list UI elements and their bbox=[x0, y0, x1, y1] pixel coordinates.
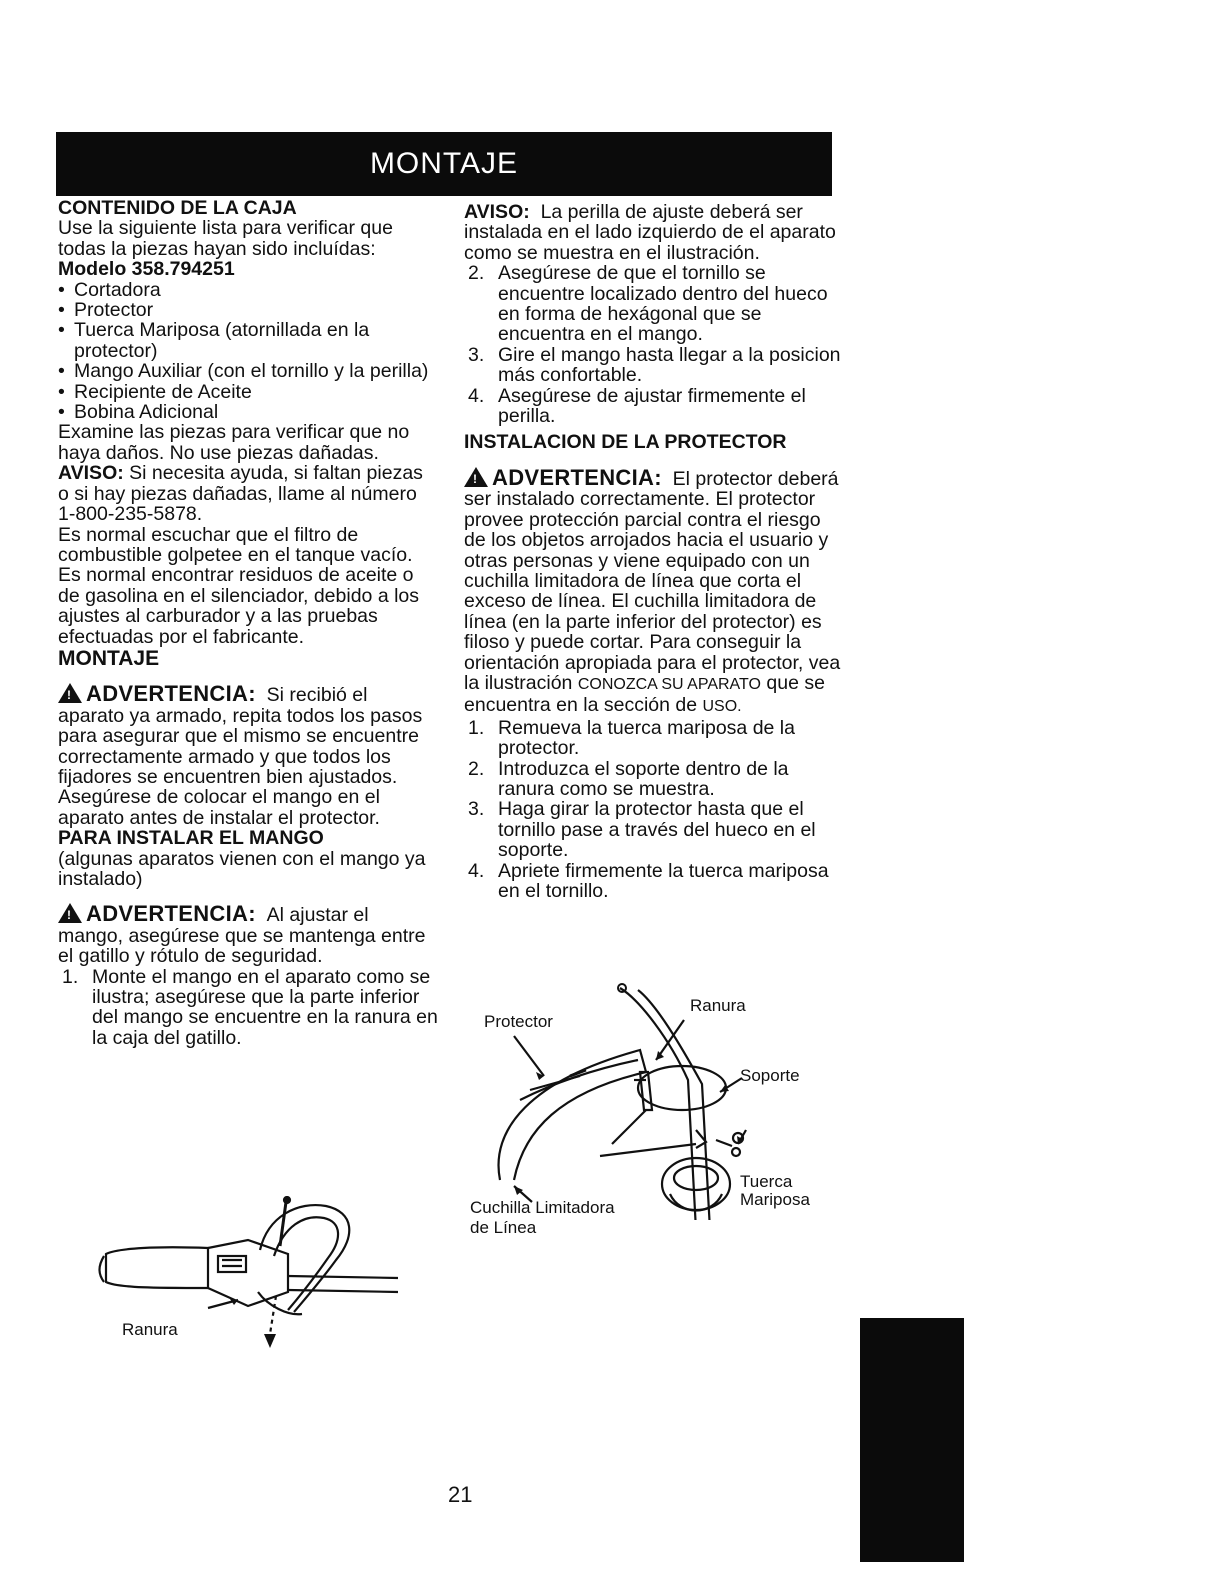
list-item: • Tuerca Mariposa (atornillada en la protector) bbox=[58, 320, 438, 361]
list-item bbox=[464, 861, 846, 902]
list-item bbox=[464, 718, 846, 759]
warning-text-end: que se encuentra en la sección de bbox=[464, 671, 825, 717]
contents-heading: CONTENIDO DE LA CAJA bbox=[58, 197, 297, 219]
section-banner: MONTAJE bbox=[56, 132, 832, 196]
step-number: 1. bbox=[62, 965, 79, 988]
list-item: • Bobina Adicional bbox=[58, 402, 438, 422]
soporte-label: Soporte bbox=[740, 1066, 800, 1085]
step-number: 3. bbox=[468, 798, 485, 821]
asegurese-paragraph: Asegúrese de colocar el mango en el aparato antes de instalar el protector. bbox=[58, 786, 380, 829]
ranura-label: Ranura bbox=[690, 996, 746, 1015]
list-item bbox=[464, 263, 846, 345]
warning-icon: ! bbox=[58, 683, 82, 703]
left-column bbox=[58, 198, 438, 1048]
step-number: 4. bbox=[468, 384, 485, 407]
step-number: 1. bbox=[468, 716, 485, 739]
ranura-label: Ranura bbox=[122, 1320, 178, 1339]
list-item bbox=[464, 386, 846, 427]
step-number: 4. bbox=[468, 859, 485, 882]
protector-steps bbox=[464, 718, 846, 902]
mango-note: (algunas aparatos vienen con el mango ya instalado) bbox=[58, 847, 426, 890]
list-item: • Recipiente de Aceite bbox=[58, 382, 438, 402]
montaje-heading: MONTAJE bbox=[58, 646, 160, 670]
step-text: Asegúrese de ajustar firmemente el perilla. bbox=[498, 384, 806, 428]
step-text: Haga girar la protector hasta que el tornillo pase a través del hueco en el soporte. bbox=[498, 798, 816, 862]
aviso-label: AVISO: bbox=[58, 462, 124, 485]
list-item: • Protector bbox=[58, 300, 438, 320]
warning-reference: CONOZCA SU APARATO bbox=[577, 675, 761, 693]
step-text: Apriete firmemente la tuerca mariposa en el tornillo. bbox=[498, 859, 829, 902]
aviso-paragraph bbox=[58, 463, 438, 524]
aviso-text: La perilla de ajuste deberá ser instalada en el lado izquierdo de el aparato como se muestra en el ilustración. bbox=[464, 201, 836, 264]
side-tab-marker bbox=[860, 1318, 964, 1562]
step-text: Introduzca el soporte dentro de la ranura como se muestra. bbox=[498, 757, 789, 800]
page-number: 21 bbox=[448, 1482, 473, 1507]
mango-heading: PARA INSTALAR EL MANGO bbox=[58, 827, 324, 850]
warning-reference-section: USO. bbox=[702, 698, 742, 716]
tuerca-label: Tuerca bbox=[740, 1172, 793, 1191]
step-text: Remueva la tuerca mariposa de la protector. bbox=[498, 716, 795, 760]
step-text: Asegúrese de que el tornillo se encuentre localizado dentro del hueco en forma de hexágonal que se encuentra en el mango. bbox=[498, 262, 828, 346]
warning-block-1 bbox=[58, 683, 438, 787]
handle-steps bbox=[464, 263, 846, 426]
list-item bbox=[58, 967, 438, 1049]
warning-block-3 bbox=[464, 464, 846, 718]
examine-paragraph: Examine las piezas para verificar que no haya daños. No use piezas dañadas. bbox=[58, 421, 410, 464]
aviso-paragraph bbox=[464, 202, 846, 263]
protector-label: Protector bbox=[484, 1012, 553, 1031]
list-item bbox=[464, 759, 846, 800]
list-item bbox=[464, 799, 846, 860]
list-item bbox=[464, 345, 846, 386]
warning-label: ADVERTENCIA: bbox=[492, 464, 662, 490]
warning-text: Al ajustar el mango, asegúrese que se mantenga entre el gatillo y rótulo de seguridad. bbox=[58, 904, 426, 968]
step-number: 2. bbox=[468, 262, 485, 285]
model-number: Modelo 358.794251 bbox=[58, 258, 235, 281]
list-item: • Cortadora bbox=[58, 280, 438, 300]
warning-icon: ! bbox=[58, 903, 82, 923]
mango-steps bbox=[58, 967, 438, 1049]
de-linea-label: de Línea bbox=[470, 1218, 537, 1237]
right-column bbox=[464, 202, 846, 901]
normal-note-2: Es normal encontrar residuos de aceite o de gasolina en el silenciador, debido a los ajustes al carburador y a las pruebas efectuadas por el fabricante. bbox=[58, 564, 420, 648]
warning-label: ADVERTENCIA: bbox=[86, 681, 256, 707]
step-number: 2. bbox=[468, 757, 485, 780]
warning-text: El protector deberá ser instalado correctamente. El protector provee protección parcial contra el riesgo de los objetos arrojados hacia el usuario y otras personas y viene equipado con un cuchilla limitadora de línea que corta el exceso de línea. El cuchilla limitadora de línea (en la parte inferior del protector) es filoso y puede cortar. Para conseguir la orientación apropiada para el protector, vea la ilustración bbox=[464, 467, 841, 694]
step-text: Gire el mango hasta llegar a la posicion más confortable. bbox=[498, 343, 841, 387]
warning-icon: ! bbox=[464, 467, 488, 487]
cuchilla-label: Cuchilla Limitadora bbox=[470, 1198, 615, 1217]
step-text: Monte el mango en el aparato como se ilustra; asegúrese que la parte inferior del mango se encuentre en la ranura en la caja del gatillo. bbox=[92, 965, 438, 1049]
step-number: 3. bbox=[468, 343, 485, 366]
list-item: • Mango Auxiliar (con el tornillo y la perilla) bbox=[58, 361, 438, 381]
mariposa-label: Mariposa bbox=[740, 1190, 810, 1209]
contents-list bbox=[58, 280, 438, 423]
warning-block-2 bbox=[58, 903, 438, 966]
protector-heading: INSTALACION DE LA PROTECTOR bbox=[464, 431, 787, 454]
warning-text: Si recibió el aparato ya armado, repita todos los pasos para asegurar que el mismo se encuentre correctamente armado y que todos los fijadores se encuentren bien ajustados. bbox=[58, 684, 423, 788]
contents-intro: Use la siguiente lista para verificar que todas la piezas hayan sido incluídas: bbox=[58, 217, 393, 260]
normal-note-1: Es normal escuchar que el filtro de combustible golpetee en el tanque vacío. bbox=[58, 523, 413, 566]
warning-label: ADVERTENCIA: bbox=[86, 901, 256, 927]
aviso-label: AVISO: bbox=[464, 201, 530, 223]
aviso-text: Si necesita ayuda, si faltan piezas o si hay piezas dañadas, llame al número 1-800-235-5878. bbox=[58, 462, 423, 526]
